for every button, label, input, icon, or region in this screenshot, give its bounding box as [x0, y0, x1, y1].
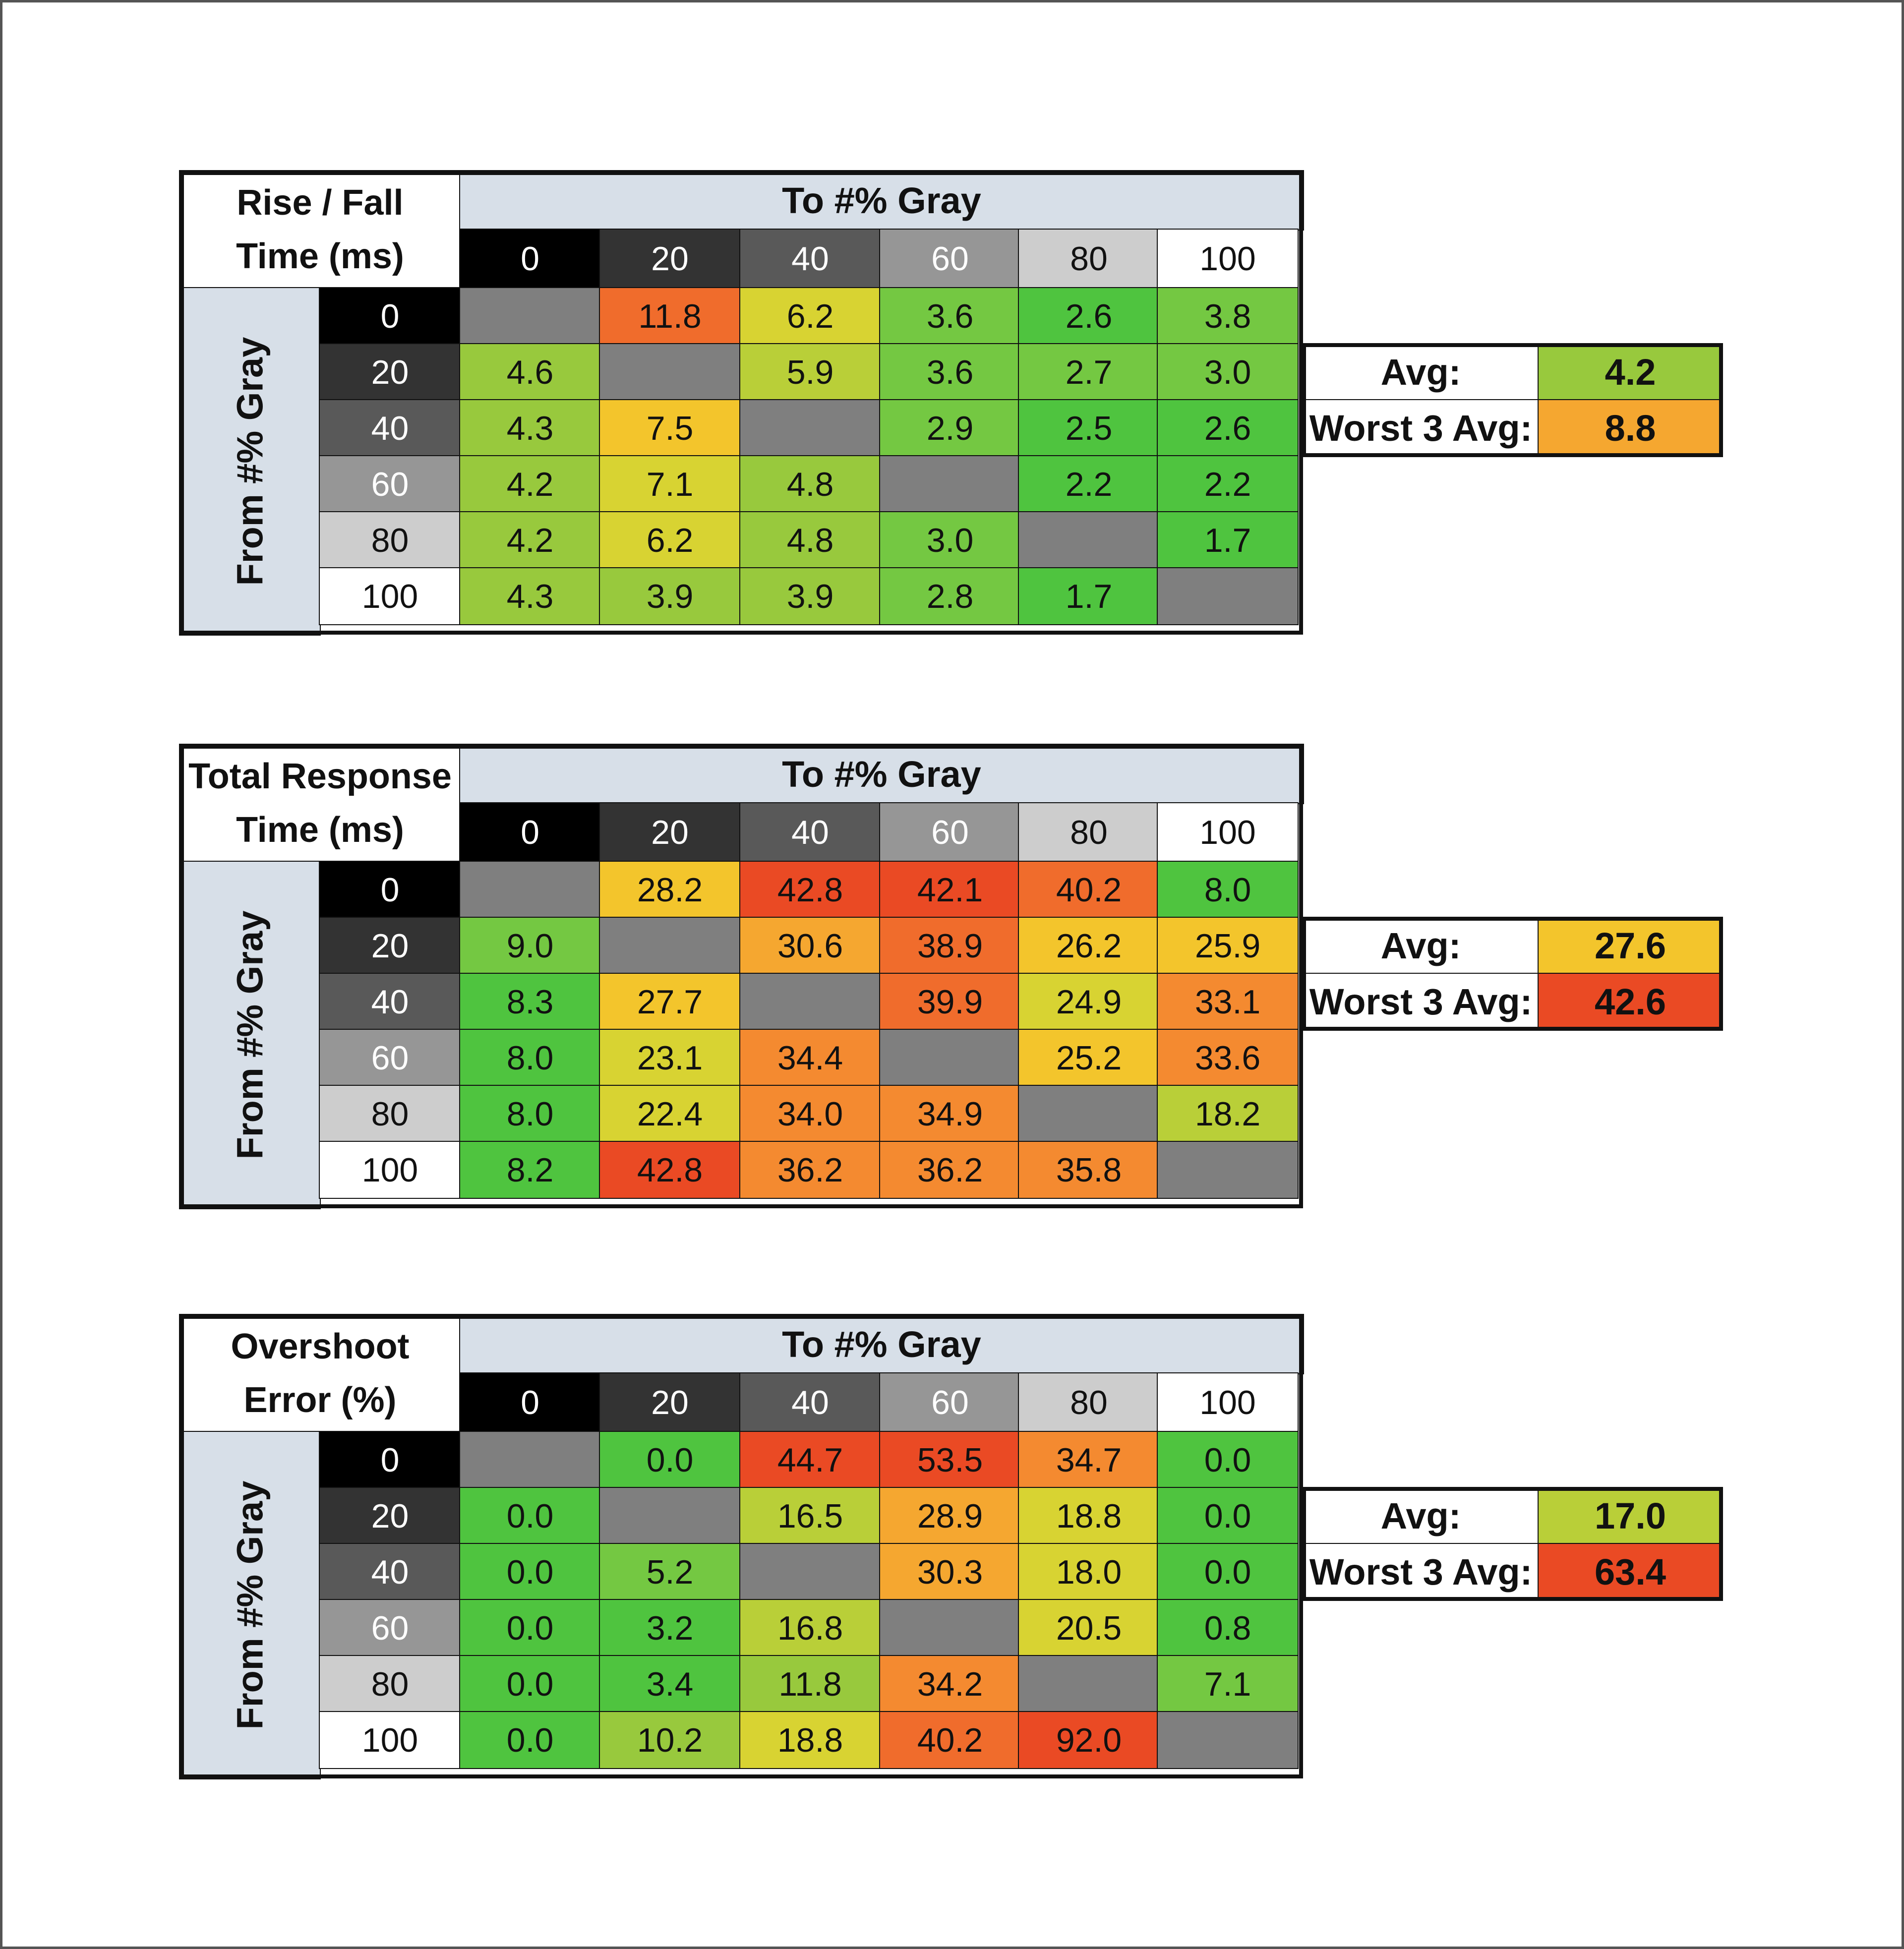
column-header: 40	[740, 230, 880, 288]
column-header: 100	[1158, 803, 1298, 862]
worst-3-avg-value: 63.4	[1539, 1544, 1722, 1600]
avg-label: Avg:	[1303, 344, 1539, 400]
heatmap-cell: 10.2	[600, 1712, 740, 1768]
worst-3-avg-label: Worst 3 Avg:	[1303, 1544, 1539, 1600]
heatmap-table-3	[180, 1315, 1722, 1778]
heatmap-cell: 4.2	[460, 456, 600, 512]
heatmap-cell: 1.7	[1158, 512, 1298, 568]
column-header: 100	[1158, 230, 1298, 288]
row-header: 40	[320, 400, 460, 456]
heatmap-cell: 0.0	[1158, 1432, 1298, 1488]
heatmap-cell: 18.0	[1019, 1544, 1159, 1600]
heatmap-cell: 0.0	[600, 1432, 740, 1488]
heatmap-cell	[740, 974, 880, 1030]
heatmap-cell: 34.4	[740, 1030, 880, 1086]
table-title-line-1: Overshoot	[231, 1327, 410, 1366]
heatmap-cell: 8.0	[460, 1086, 600, 1142]
heatmap-cell: 4.8	[740, 512, 880, 568]
heatmap-cell: 34.0	[740, 1086, 880, 1142]
avg-value: 4.2	[1539, 344, 1722, 400]
heatmap-cell: 3.0	[880, 512, 1020, 568]
heatmap-cell	[460, 288, 600, 344]
heatmap-cell: 28.9	[880, 1488, 1020, 1544]
heatmap-table-2	[180, 745, 1722, 1208]
row-header: 80	[320, 1086, 460, 1142]
heatmap-cell: 5.9	[740, 344, 880, 400]
heatmap-cell: 18.8	[740, 1712, 880, 1768]
heatmap-cell: 9.0	[460, 918, 600, 974]
column-header: 100	[1158, 1373, 1298, 1432]
heatmap-cell	[880, 1030, 1020, 1086]
heatmap-cell: 7.1	[600, 456, 740, 512]
heatmap-cell: 4.6	[460, 344, 600, 400]
heatmap-cell: 0.0	[460, 1656, 600, 1712]
heatmap-cell: 0.0	[460, 1600, 600, 1656]
heatmap-cell: 34.2	[880, 1656, 1020, 1712]
worst-3-avg-value: 42.6	[1539, 974, 1722, 1030]
heatmap-cell: 0.0	[1158, 1544, 1298, 1600]
heatmap-cell: 11.8	[740, 1656, 880, 1712]
column-header: 0	[460, 803, 600, 862]
heatmap-cell	[1019, 1656, 1159, 1712]
heatmap-cell: 8.0	[1158, 862, 1298, 918]
heatmap-cell: 40.2	[1019, 862, 1159, 918]
heatmap-cell: 2.6	[1158, 400, 1298, 456]
worst-3-avg-label: Worst 3 Avg:	[1303, 974, 1539, 1030]
heatmap-cell: 22.4	[600, 1086, 740, 1142]
heatmap-cell: 38.9	[880, 918, 1020, 974]
heatmap-cell: 3.6	[880, 288, 1020, 344]
heatmap-cell: 27.7	[600, 974, 740, 1030]
row-header: 0	[320, 288, 460, 344]
avg-value: 27.6	[1539, 918, 1722, 974]
heatmap-cell	[740, 1544, 880, 1600]
column-header: 20	[600, 230, 740, 288]
column-header: 0	[460, 230, 600, 288]
heatmap-cell	[1019, 512, 1159, 568]
heatmap-cell: 30.6	[740, 918, 880, 974]
row-header: 0	[320, 862, 460, 918]
row-header: 80	[320, 1656, 460, 1712]
heatmap-cell: 42.8	[740, 862, 880, 918]
row-header: 40	[320, 1544, 460, 1600]
heatmap-cell: 42.1	[880, 862, 1020, 918]
heatmap-cell	[600, 344, 740, 400]
row-header: 20	[320, 1488, 460, 1544]
heatmap-cell: 0.0	[1158, 1488, 1298, 1544]
table-title-line-2: Time (ms)	[236, 236, 404, 276]
row-header: 20	[320, 918, 460, 974]
heatmap-cell: 35.8	[1019, 1142, 1159, 1198]
table-title-line-1: Total Response	[188, 757, 452, 796]
heatmap-cell: 26.2	[1019, 918, 1159, 974]
column-header: 60	[880, 230, 1020, 288]
heatmap-cell: 23.1	[600, 1030, 740, 1086]
heatmap-cell: 0.0	[460, 1712, 600, 1768]
heatmap-cell: 2.6	[1019, 288, 1159, 344]
heatmap-cell: 8.3	[460, 974, 600, 1030]
heatmap-cell: 4.8	[740, 456, 880, 512]
heatmap-cell: 0.8	[1158, 1600, 1298, 1656]
to-gray-header: To #% Gray	[460, 171, 1303, 230]
heatmap-cell: 11.8	[600, 288, 740, 344]
row-header: 100	[320, 568, 460, 624]
heatmap-table-1	[180, 171, 1722, 635]
heatmap-cell: 3.8	[1158, 288, 1298, 344]
heatmap-cell: 3.4	[600, 1656, 740, 1712]
table-title	[180, 745, 460, 862]
heatmap-cell: 5.2	[600, 1544, 740, 1600]
heatmap-cell	[880, 1600, 1020, 1656]
from-gray-label: From #% Gray	[229, 337, 271, 586]
heatmap-cell: 33.1	[1158, 974, 1298, 1030]
row-header: 40	[320, 974, 460, 1030]
from-gray-header	[180, 1432, 320, 1778]
heatmap-cell: 4.3	[460, 568, 600, 624]
heatmap-cell: 39.9	[880, 974, 1020, 1030]
heatmap-cell: 36.2	[880, 1142, 1020, 1198]
heatmap-cell: 28.2	[600, 862, 740, 918]
heatmap-cell	[460, 862, 600, 918]
row-header: 60	[320, 1600, 460, 1656]
heatmap-cell: 2.7	[1019, 344, 1159, 400]
heatmap-cell	[1158, 568, 1298, 624]
heatmap-cell	[600, 1488, 740, 1544]
heatmap-cell: 20.5	[1019, 1600, 1159, 1656]
column-header: 80	[1019, 1373, 1159, 1432]
column-header: 60	[880, 1373, 1020, 1432]
heatmap-cell: 6.2	[600, 512, 740, 568]
avg-label: Avg:	[1303, 1488, 1539, 1544]
heatmap-cell: 7.5	[600, 400, 740, 456]
column-header: 80	[1019, 803, 1159, 862]
heatmap-cell: 8.0	[460, 1030, 600, 1086]
heatmap-cell: 1.7	[1019, 568, 1159, 624]
row-header: 60	[320, 456, 460, 512]
from-gray-label: From #% Gray	[229, 910, 271, 1160]
heatmap-cell: 34.9	[880, 1086, 1020, 1142]
row-header: 100	[320, 1142, 460, 1198]
heatmap-cell: 18.8	[1019, 1488, 1159, 1544]
table-title-line-1: Rise / Fall	[237, 183, 404, 223]
column-header: 40	[740, 1373, 880, 1432]
heatmap-cell: 25.2	[1019, 1030, 1159, 1086]
column-header: 80	[1019, 230, 1159, 288]
table-title-line-2: Time (ms)	[236, 810, 404, 850]
from-gray-header	[180, 288, 320, 635]
heatmap-cell: 2.2	[1019, 456, 1159, 512]
heatmap-cell: 3.0	[1158, 344, 1298, 400]
from-gray-label: From #% Gray	[229, 1480, 271, 1730]
column-header: 20	[600, 1373, 740, 1432]
heatmap-cell: 2.5	[1019, 400, 1159, 456]
heatmap-cell: 36.2	[740, 1142, 880, 1198]
heatmap-cell: 44.7	[740, 1432, 880, 1488]
heatmap-cell: 3.6	[880, 344, 1020, 400]
heatmap-cell: 7.1	[1158, 1656, 1298, 1712]
avg-label: Avg:	[1303, 918, 1539, 974]
heatmap-cell: 53.5	[880, 1432, 1020, 1488]
heatmap-cell: 40.2	[880, 1712, 1020, 1768]
heatmap-cell: 2.2	[1158, 456, 1298, 512]
heatmap-cell: 16.8	[740, 1600, 880, 1656]
heatmap-cell: 0.0	[460, 1544, 600, 1600]
heatmap-cell: 3.9	[740, 568, 880, 624]
worst-3-avg-label: Worst 3 Avg:	[1303, 400, 1539, 456]
worst-3-avg-value: 8.8	[1539, 400, 1722, 456]
row-header: 60	[320, 1030, 460, 1086]
heatmap-cell: 18.2	[1158, 1086, 1298, 1142]
heatmap-cell	[1019, 1086, 1159, 1142]
heatmap-cell: 3.9	[600, 568, 740, 624]
table-title	[180, 1315, 460, 1432]
avg-value: 17.0	[1539, 1488, 1722, 1544]
column-header: 60	[880, 803, 1020, 862]
heatmap-cell: 2.9	[880, 400, 1020, 456]
from-gray-header	[180, 862, 320, 1208]
table-title	[180, 171, 460, 288]
row-header: 100	[320, 1712, 460, 1768]
heatmap-cell: 16.5	[740, 1488, 880, 1544]
heatmap-cell: 42.8	[600, 1142, 740, 1198]
heatmap-cell	[600, 918, 740, 974]
heatmap-cell: 33.6	[1158, 1030, 1298, 1086]
heatmap-cell: 0.0	[460, 1488, 600, 1544]
heatmap-cell: 30.3	[880, 1544, 1020, 1600]
heatmap-cell: 24.9	[1019, 974, 1159, 1030]
heatmap-cell: 3.2	[600, 1600, 740, 1656]
heatmap-cell	[1158, 1712, 1298, 1768]
heatmap-cell: 8.2	[460, 1142, 600, 1198]
row-header: 20	[320, 344, 460, 400]
heatmap-cell: 4.2	[460, 512, 600, 568]
column-header: 40	[740, 803, 880, 862]
to-gray-header: To #% Gray	[460, 745, 1303, 803]
heatmap-cell	[460, 1432, 600, 1488]
heatmap-cell: 6.2	[740, 288, 880, 344]
column-header: 0	[460, 1373, 600, 1432]
to-gray-header: To #% Gray	[460, 1315, 1303, 1373]
row-header: 0	[320, 1432, 460, 1488]
table-title-line-2: Error (%)	[243, 1380, 397, 1420]
heatmap-cell	[740, 400, 880, 456]
heatmap-cell	[1158, 1142, 1298, 1198]
heatmap-cell: 4.3	[460, 400, 600, 456]
row-header: 80	[320, 512, 460, 568]
heatmap-cell	[880, 456, 1020, 512]
heatmap-cell: 92.0	[1019, 1712, 1159, 1768]
column-header: 20	[600, 803, 740, 862]
heatmap-cell: 25.9	[1158, 918, 1298, 974]
heatmap-cell: 2.8	[880, 568, 1020, 624]
heatmap-cell: 34.7	[1019, 1432, 1159, 1488]
